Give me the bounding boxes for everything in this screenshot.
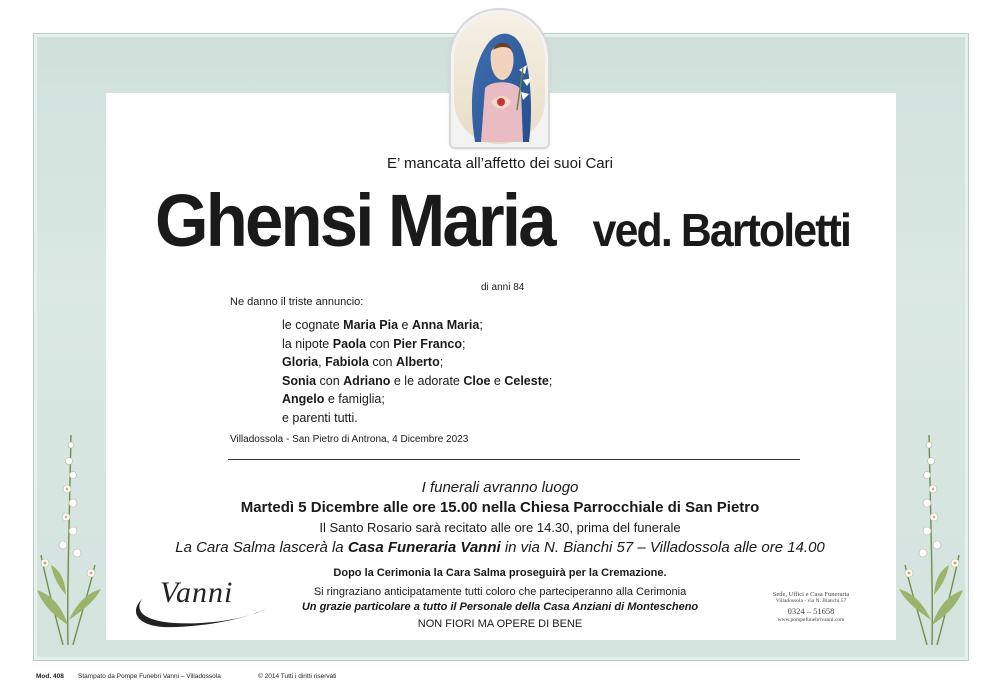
family-name: Adriano — [343, 373, 391, 388]
madonna-icon — [451, 10, 548, 147]
intro-text: E’ mancata all’affetto dei suoi Cari — [387, 155, 613, 172]
family-line — [282, 353, 552, 372]
deceased-name: Ghensi Maria — [155, 179, 554, 262]
agency-phone: 0324 – 51658 — [787, 606, 835, 616]
funeral-intro: I funerali avranno luogo — [421, 479, 579, 496]
deceased-name-line — [0, 178, 1000, 263]
funeral-date: Martedì 5 Dicembre alle ore 15.00 nella Chiesa Parrocchiale di San Pietro — [240, 499, 760, 516]
family-text: la nipote — [282, 336, 333, 351]
departure-pre: La Cara Salma lascerà la — [175, 539, 348, 556]
family-text: e — [490, 373, 505, 388]
family-text: le cognate — [282, 318, 344, 332]
vanni-logo — [128, 573, 268, 631]
footer-model: Mod. 408 — [36, 673, 64, 680]
family-name: Cloe — [463, 373, 491, 388]
departure-venue: Casa Funeraria Vanni — [347, 539, 501, 556]
family-text: con — [366, 336, 394, 351]
family-line — [282, 372, 552, 391]
agency-line1: Sede, Uffici e Casa Funeraria — [772, 591, 850, 598]
place-date: Villadossola - San Pietro di Antrona, 4 Dicembre 2023 — [230, 434, 469, 445]
thanks-text: Si ringraziano anticipatamente tutti coloro che parteciperanno alla Cerimonia — [313, 586, 687, 598]
footer-printer: Stampato da Pompe Funebri Vanni – Villadossola — [78, 673, 221, 680]
family-name: Angelo — [282, 392, 325, 407]
family-line — [282, 335, 552, 354]
family-text: e — [398, 318, 412, 332]
family-text: con — [316, 373, 344, 388]
flower-left-icon — [33, 425, 103, 645]
footer-rights: © 2014 Tutti i diritti riservati — [258, 673, 337, 680]
family-text: ; — [479, 318, 483, 332]
departure-post: in via N. Bianchi 57 – Villadossola alle ore 14.00 — [500, 539, 825, 556]
family-text: ; — [439, 355, 444, 370]
family-name: Maria Pia — [343, 318, 399, 332]
special-thanks: Un grazie particolare a tutto il Personale della Casa Anziani di Montescheno — [301, 601, 699, 613]
family-name: Fabiola — [325, 355, 369, 370]
family-text: e famiglia; — [324, 392, 385, 407]
family-name: Gloria — [282, 355, 319, 370]
family-name: Pier Franco — [393, 336, 462, 351]
family-text: ; — [461, 336, 466, 351]
family-text: con — [368, 355, 396, 370]
family-line — [282, 390, 552, 409]
logo-text: Vanni — [160, 576, 234, 609]
cremation-text: Dopo la Cerimonia la Cara Salma proseguirà per la Cremazione. — [333, 567, 667, 579]
family-text: ; — [548, 373, 553, 388]
family-text: e parenti tutti. — [282, 410, 358, 425]
announce-label: Ne danno il triste annuncio: — [230, 296, 364, 308]
family-text: e le adorate — [390, 373, 464, 388]
divider — [228, 459, 800, 460]
rosary-text: Il Santo Rosario sarà recitato alle ore 14.30, prima del funerale — [319, 520, 681, 535]
agency-line2: Villadossola - via N. Bianchi 57 — [775, 598, 847, 604]
family-name: Paola — [332, 336, 367, 351]
family-list — [282, 316, 552, 428]
family-line — [282, 316, 552, 335]
family-line — [282, 409, 552, 428]
flower-right-icon — [897, 425, 967, 645]
family-name: Sonia — [282, 373, 317, 388]
deceased-name-suffix: ved. Bartoletti — [592, 204, 851, 256]
no-flowers-text: NON FIORI MA OPERE DI BENE — [417, 618, 583, 630]
age: di anni 84 — [481, 282, 525, 293]
departure-text — [0, 539, 1000, 556]
family-text: , — [318, 355, 326, 370]
family-name: Celeste — [504, 373, 549, 388]
agency-web: www.pompefunebrivanni.com — [777, 617, 845, 623]
family-name: Alberto — [395, 355, 440, 370]
family-name: Anna Maria — [411, 318, 480, 332]
agency-info — [765, 591, 857, 623]
